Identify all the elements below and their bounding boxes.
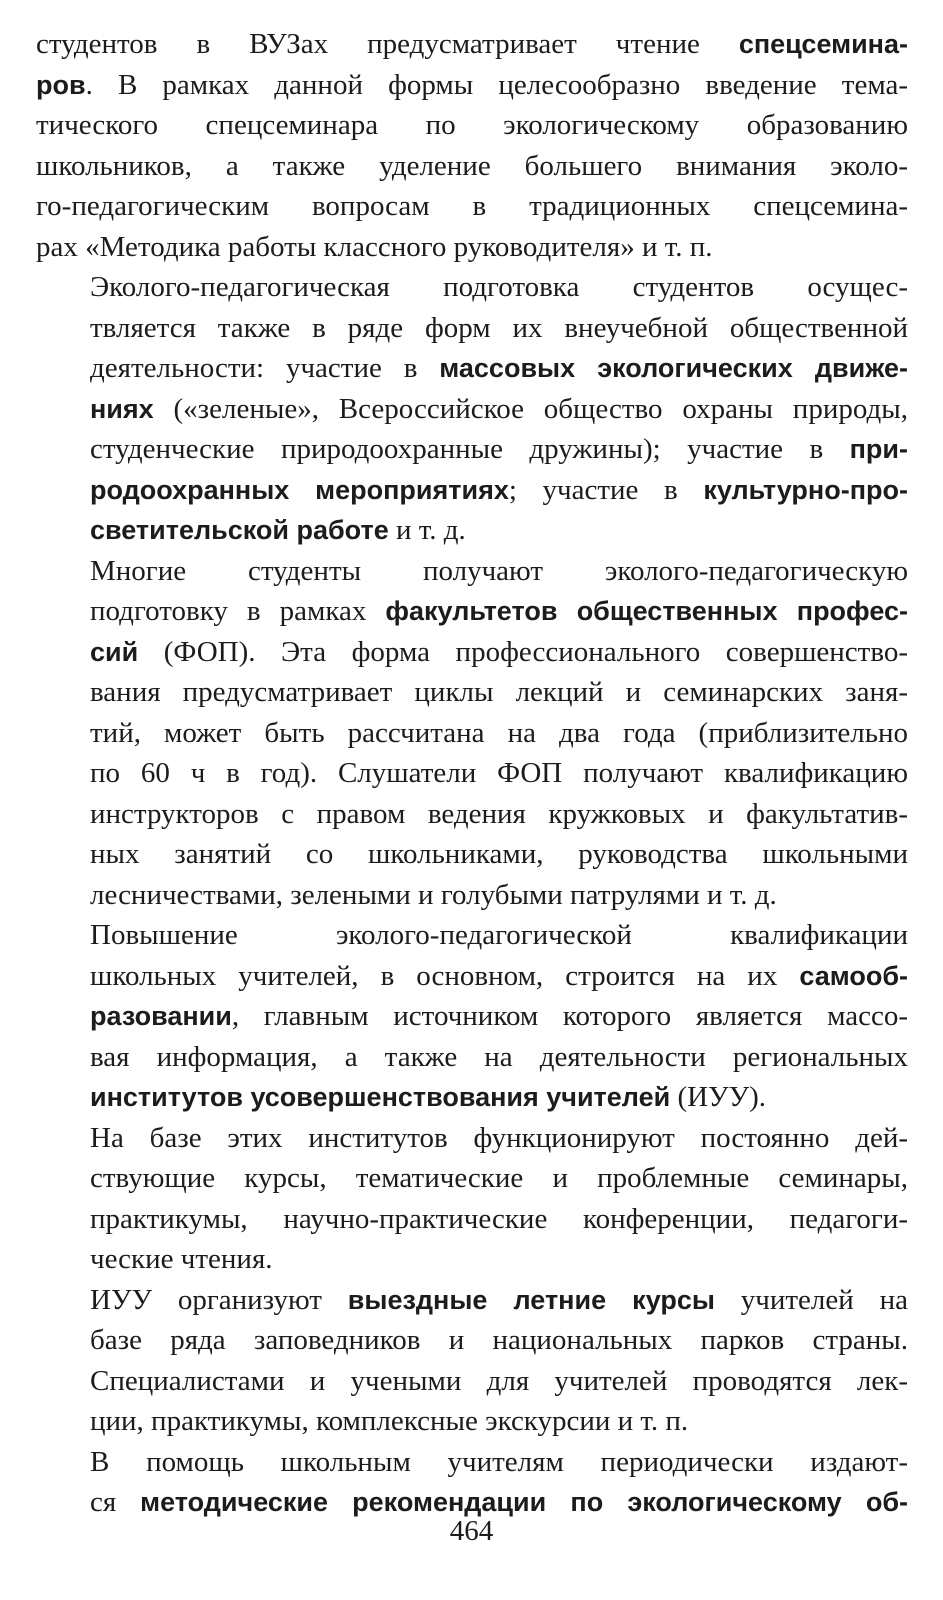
text-run: базе ряда заповедников и национальных парков страны.: [90, 1324, 908, 1356]
text-line: [36, 1077, 908, 1118]
text-line: [36, 672, 908, 713]
text-line: [36, 1280, 908, 1321]
text-line: [36, 389, 908, 430]
text-line: [36, 105, 908, 146]
text-run: , главным источником которого является массо-: [231, 1000, 908, 1032]
text-line: [36, 551, 908, 592]
bold-term: светительской работе: [90, 515, 389, 545]
text-line: [36, 1320, 908, 1361]
paragraph: [36, 551, 908, 916]
page-number: 464: [449, 1515, 494, 1547]
text-run: Повышение эколого-педагогической квалификации: [90, 919, 908, 951]
text-line: [36, 429, 908, 470]
text-line: [36, 956, 908, 997]
text-line: [36, 1361, 908, 1402]
text-run: го-педагогическим вопросам в традиционных спецсемина-: [36, 190, 908, 222]
text-run: учителей на: [714, 1283, 909, 1316]
text-run: Специалистами и учеными для учителей проводятся лек-: [90, 1364, 908, 1397]
text-line: [36, 1239, 908, 1280]
text-run: подготовку в рамках: [90, 595, 386, 627]
text-run: ; участие в: [508, 473, 704, 506]
text-line: [36, 1401, 908, 1442]
paragraph: [36, 267, 908, 551]
text-run: вания предусматривает циклы лекций и семинарских заня-: [90, 676, 908, 708]
text-line: [36, 186, 908, 227]
text-run: Эколого-педагогическая подготовка студентов осущес-: [90, 271, 908, 303]
text-line: [36, 470, 908, 511]
bold-term: спецсемина-: [738, 29, 908, 59]
bold-term: институтов усовершенствования учителей: [90, 1082, 671, 1112]
bold-term: разовании: [90, 1001, 232, 1031]
bold-term: методические рекомендации по экологическому об-: [140, 1487, 908, 1517]
text-line: [36, 632, 908, 673]
text-line: [36, 1199, 908, 1240]
text-line: [36, 794, 908, 835]
text-run: (ИУУ).: [670, 1081, 767, 1113]
text-run: деятельности: участие в: [90, 352, 440, 384]
text-line: [36, 834, 908, 875]
text-run: Многие студенты получают эколого-педагогическую: [90, 554, 908, 587]
text-line: [36, 267, 908, 308]
bold-term: культурно-про-: [703, 474, 908, 505]
text-run: по 60 ч в год). Слушатели ФОП получают квалификацию: [90, 757, 908, 789]
text-line: [36, 1158, 908, 1199]
text-run: тий, может быть рассчитана на два года (приблизительно: [90, 716, 908, 749]
text-run: ции, практикумы, комплексные экскурсии и т. п.: [90, 1405, 689, 1437]
paragraph: [36, 915, 908, 1118]
document-page: [36, 24, 908, 1584]
text-run: («зеленые», Всероссийское общество охраны природы,: [153, 392, 908, 425]
body-text: [36, 24, 908, 1523]
paragraph: [36, 1118, 908, 1280]
text-run: рах «Методика работы классного руководителя» и т. п.: [36, 230, 713, 263]
text-run: студенческие природоохранные дружины); участие в: [90, 433, 850, 465]
text-line: [36, 875, 908, 916]
text-line: [36, 146, 908, 187]
text-run: и т. д.: [388, 514, 466, 546]
text-line: [36, 713, 908, 754]
text-line: [36, 591, 908, 632]
paragraph: [36, 1280, 908, 1442]
bold-term: ров: [36, 69, 86, 100]
text-run: вая информация, а также на деятельности региональных: [90, 1040, 908, 1073]
paragraph: [36, 24, 908, 267]
text-run: На базе этих институтов функционируют постоянно дей-: [90, 1121, 908, 1154]
text-run: ИУУ организуют: [90, 1283, 348, 1316]
text-run: ся: [90, 1486, 141, 1518]
text-run: практикумы, научно-практические конференции, педагоги-: [90, 1202, 908, 1235]
text-line: [36, 753, 908, 794]
text-line: [36, 915, 908, 956]
text-run: лесничествами, зелеными и голубыми патрулями и т. д.: [90, 878, 777, 911]
text-run: ных занятий со школьниками, руководства школьными: [90, 838, 908, 870]
text-line: [36, 348, 908, 389]
text-line: [36, 308, 908, 349]
bold-term: ниях: [90, 393, 154, 424]
bold-term: самооб-: [799, 960, 908, 991]
bold-term: факультетов общественных профес-: [385, 596, 908, 626]
bold-term: сий: [90, 636, 139, 667]
text-run: студентов в ВУЗах предусматривает чтение: [36, 28, 739, 60]
paragraph: [36, 1442, 908, 1523]
text-run: твляется также в ряде форм их внеучебной общественной: [90, 311, 908, 344]
text-run: тического спецсеминара по экологическому образованию: [36, 109, 908, 141]
bold-term: при-: [849, 434, 908, 464]
text-run: (ФОП). Эта форма профессионального совершенство-: [138, 635, 908, 668]
text-run: ческие чтения.: [90, 1243, 273, 1275]
bold-term: родоохранных мероприятиях: [90, 474, 509, 505]
text-run: инструкторов с правом ведения кружковых и факультатив-: [90, 797, 908, 830]
bold-term: массовых экологических движе-: [439, 353, 908, 383]
text-line: [36, 1118, 908, 1159]
text-line: [36, 65, 908, 106]
text-run: В помощь школьным учителям периодически издают-: [90, 1445, 908, 1478]
text-line: [36, 1037, 908, 1078]
text-line: [36, 24, 908, 65]
text-run: . В рамках данной формы целесообразно введение тема-: [85, 68, 908, 101]
text-run: школьников, а также уделение большего внимания эколо-: [36, 149, 908, 182]
text-line: [36, 996, 908, 1037]
bold-term: выездные летние курсы: [347, 1284, 715, 1315]
text-run: ствующие курсы, тематические и проблемные семинары,: [90, 1162, 908, 1194]
text-line: [36, 510, 908, 551]
text-run: школьных учителей, в основном, строится на их: [90, 959, 800, 992]
text-line: [36, 1442, 908, 1483]
text-line: [36, 227, 908, 268]
